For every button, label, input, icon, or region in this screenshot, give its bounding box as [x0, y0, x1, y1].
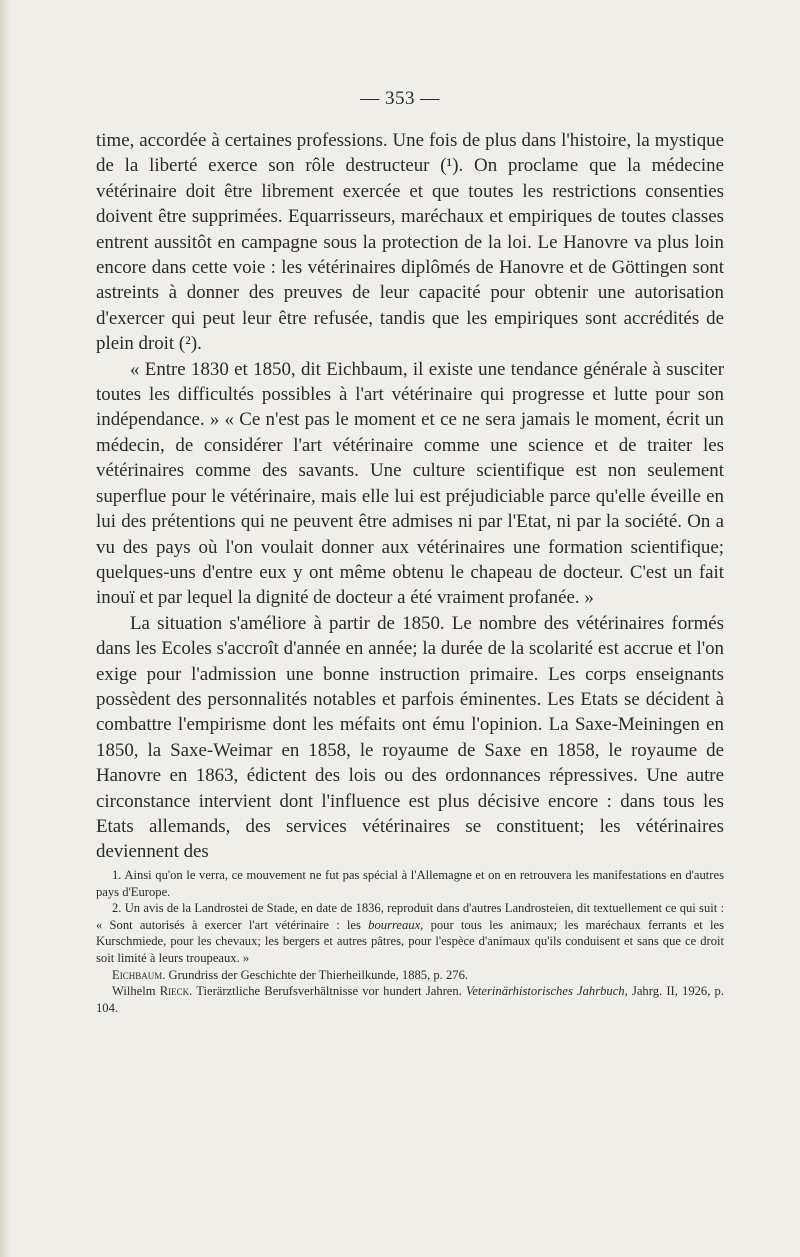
reference-rieck: [96, 983, 724, 1016]
footnote-2: [96, 900, 724, 966]
reference-title: Grundriss der Geschichte der Thierheilkunde, 1885, p. 276.: [168, 967, 469, 982]
footnotes: [96, 867, 724, 1016]
reference-author: Eichbaum.: [112, 967, 166, 982]
reference-title: Tierärztliche Berufsverhältnisse vor hundert Jahren.: [196, 984, 462, 999]
footnote-2-end: pour tous les animaux; les maréchaux ferrants et les Kurschmiede, pour les chevaux; les bergers et autres pâtres, pour l'espèce d'animaux qu'ils conduisent et sans que ce droit soit limité à leurs troupeaux. »: [96, 917, 725, 965]
main-text: [96, 128, 724, 865]
paragraph: « Entre 1830 et 1850, dit Eichbaum, il existe une tendance générale à susciter toutes les difficultés possibles à l'art vétérinaire qui progresse et lutte pour son indépendance. » « Ce n'est pas le moment et ce ne sera jamais le moment, écrit un médecin, de considérer l'art vétérinaire comme une science et de traiter les vétérinaires comme des savants. Une culture scientifique est non seulement superflue pour le vétérinaire, mais elle lui est préjudiciable parce qu'elle éveille en lui des prétentions qui ne peuvent être admises ni par l'Etat, ni par la société. On a vu des pays où l'on voulait donner aux vétérinaires une formation scientifique; quelques-uns d'entre eux y ont même obtenu le chapeau de docteur. C'est un fait inouï et par lequel la dignité de docteur a été vraiment profanée. »: [96, 358, 724, 609]
footnote-2-italic: bourreaux,: [368, 917, 424, 932]
page-binding-edge: [0, 0, 10, 1257]
reference-prefix: Wilhelm: [112, 984, 156, 999]
paragraph: La situation s'améliore à partir de 1850. Le nombre des vétérinaires formés dans les Ecoles s'accroît d'année en année; la durée de la scolarité est accrue et l'on exige pour l'admission une bonne instruction primaire. Les corps enseignants possèdent des personnalités notables et parfois éminentes. Les Etats se décident à combattre l'empirisme dont les méfaits ont ému l'opinion. La Saxe-Meiningen en 1850, la Saxe-Weimar en 1858, le royaume de Saxe en 1858, le royaume de Hanovre en 1863, édictent des lois ou des ordonnances répressives. Une autre circonstance intervient dont l'influence est plus décisive encore : dans tous les Etats allemands, des services vétérinaires se constituent; les vétérinaires deviennent des: [96, 612, 724, 863]
paragraph: time, accordée à certaines professions. Une fois de plus dans l'histoire, la mystique de la liberté exerce son rôle destructeur (¹). On proclame que la médecine vétérinaire doit être librement exercée et que toutes les restrictions consenties doivent être supprimées. Equarrisseurs, maréchaux et empiriques de toutes classes entrent aussitôt en campagne sous la protection de la loi. Le Hanovre va plus loin encore dans cette voie : les vétérinaires diplômés de Hanovre et de Göttingen sont astreints à donner des preuves de leur capacité pour obtenir une autorisation d'exercer qui peut leur être refusée, tandis que les empiriques sont accrédités de plein droit (²).: [96, 130, 724, 355]
footnote-2-text: 2. Un avis de la Landrostei de Stade, en date de 1836, reproduit dans d'autres Landrosteien, dit textuellement ce qui suit : « Sont autorisés à exercer l'art vétérinaire : les: [96, 901, 724, 932]
footnote-1: 1. Ainsi qu'on le verra, ce mouvement ne fut pas spécial à l'Allemagne et on en retrouvera les manifestations en d'autres pays d'Europe.: [96, 868, 724, 899]
reference-eichbaum: [96, 967, 724, 984]
reference-author: Rieck.: [159, 984, 193, 999]
reference-end: Jahrg. II, 1926, p. 104.: [96, 984, 724, 1015]
page-number: — 353 —: [360, 88, 440, 109]
reference-journal: Veterinärhistorisches Jahrbuch,: [466, 984, 628, 999]
